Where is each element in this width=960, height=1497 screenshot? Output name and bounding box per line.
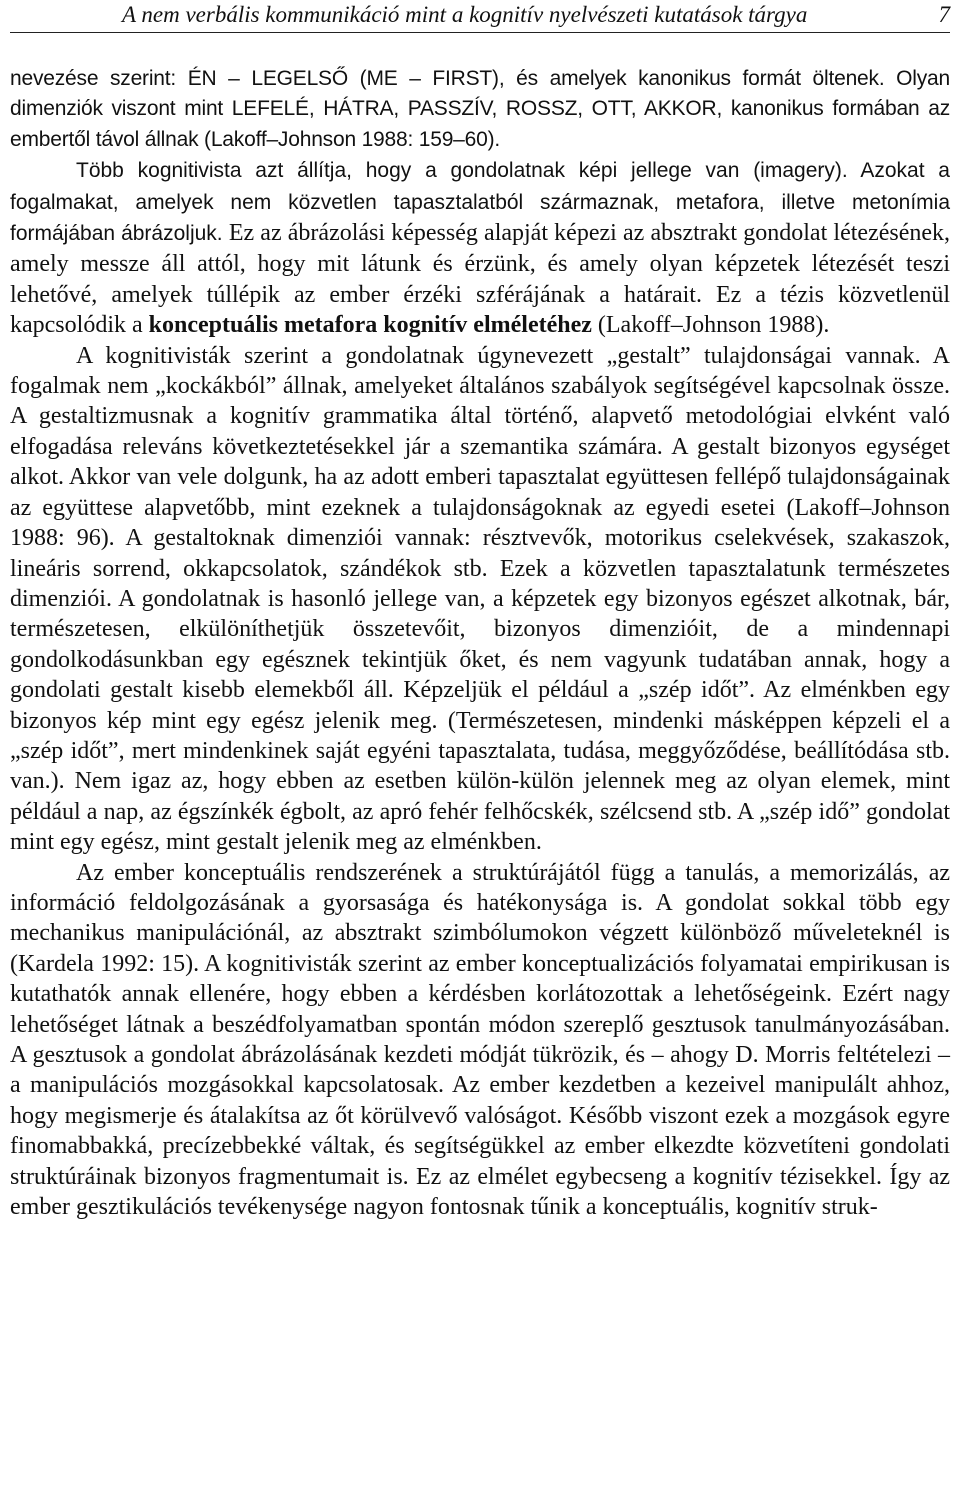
paragraph-4-text: Az ember konceptuális rendszerének a struktúrájától függ a tanulás, a memorizálás, az információ feldolgozásának a gyorsasága és hatékonysága is. A gondolat sokkal több egy mechanikus manipulációnál, az absztrakt szimbólumokon végzett különböző műveleteknél is (Kardela 1992: 15). A kognitivisták szerint az ember konceptualizációs folyamatai empirikusan is kutathatók annak ellenére, hogy ebben a kérdésben korlátozottak a lehetőségeink. Ezért nagy lehetőséget látnak a beszédfolyamatban spontán módon szereplő gesztusok tanulmányozásában. A gesztusok a gondolat ábrázolásának kezdeti módját tükrözik, és – ahogy D. Morris feltételezi – a manipulációs mozgásokkal kapcsolatosak. Az ember kezdetben a kezeivel manipulált ahhoz, hogy megismerje és átalakítsa az őt körülvevő valóságot. Később viszont ezek a mozgások egyre finomabbakká, precízebbekké váltak, és segítségükkel az ember elkezdte közvetíteni gondolati struktúráinak bizonyos fragmentumait is. Ez az elmélet egybecseng a kognitív tézisekkel. Így az ember gesztikulációs tevékenysége nagyon fontosnak tűnik a konceptuális, kognitív struk- [10,859,950,1221]
body-text [10,64,950,1222]
paragraph-1 [10,64,950,155]
paragraph-2 [10,155,950,340]
paragraph-3 [10,341,950,858]
running-header [10,0,950,33]
paragraph-3-text: A kognitivisták szerint a gondolatnak úgynevezett „gestalt” tulajdonságai vannak. A fogalmak nem „kockákból” állnak, amelyeket általános szabályok segítségével kapcsolnak össze. A gestaltizmusnak a kognitív grammatika által történő, alapvető metodológiai elvként való elfogadása releváns következtetésekkel jár a szemantika számára. A gestalt bizonyos egységet alkot. Akkor van vele dolgunk, ha az adott emberi tapasztalat együttesen fellépő tulajdonságainak az együttese alapvetőbb, mint ezeknek a tulajdonságoknak az egyedi esetei (Lakoff–Johnson 1988: 96). A gestaltoknak dimenziói vannak: résztvevők, motorikus cselekvések, szakaszok, lineáris sorrend, okkapcsolatok, szándékok stb. Ezek a közvetlen tapasztalatunk természetes dimenziói. A gondolatnak is hasonló jellege van, a képzetek egy bizonyos egészet alkotnak, bár, természetesen, elkülöníthetjük összetevőit, bizonyos dimenzióit, de a mindennapi gondolkodásunkban egy egésznek tekintjük őket, és nem vagyunk tudatában annak, hogy a gondolati gestalt kisebb elemekből áll. Képzeljük el például a „szép időt”. Az elménkben egy bizonyos kép mint egy egész jelenik meg. (Természetesen, mindenki másképpen képzeli el a „szép időt”, mert mindenkinek saját egyéni tapasztalata, tudása, meggyőződése, beállítódása stb. van.). Nem igaz az, hogy ebben az esetben külön-külön jelennek meg az olyan elemek, mint például a nap, az égszínkék égbolt, az apró fehér felhőcskék, szélcsend stb. A „szép idő” gondolat mint egy egész, mint gestalt jelenik meg az elménkben. [10,342,950,856]
page-number: 7 [938,2,950,27]
paragraph-2-text-c: (Lakoff–Johnson 1988). [591,312,830,339]
bold-term: konceptuális metafora kognitív elméletéhez [148,312,592,339]
paragraph-2-text-a: Több kognitivista azt állítja, hogy a gondolatnak képi jellege van (imagery). Azokat a fogalmakat, amelyek nem közvetlen tapasztalatból származnak, metafora, illetve metonímia formájában ábrázoljuk. [10,159,950,246]
paragraph-4 [10,858,950,1223]
running-title: A nem verbális kommunikáció mint a kognitív nyelvészeti kutatások tárgya [122,2,808,27]
paragraph-2-text-b: Ez az ábrázolási képesség alapját képezi az absztrakt gondolat létezésének, amely messze áll attól, hogy mit látunk és érzünk, és amely olyan képzetek létezését teszi lehetővé, amelyek túllépik az ember érzéki szférájának a határait. Ez a tézis közvetlenül kapcsolódik a [10,220,951,339]
paragraph-1-text: nevezése szerint: ÉN – LEGELSŐ (ME – FIRST), és amelyek kanonikus formát öltenek. Olyan dimenziók viszont mint LEFELÉ, HÁTRA, PASSZÍV, ROSSZ, OTT, AKKOR, kanonikus formában az embertől távol állnak (Lakoff–Johnson 1988: 159–60). [10,67,950,151]
